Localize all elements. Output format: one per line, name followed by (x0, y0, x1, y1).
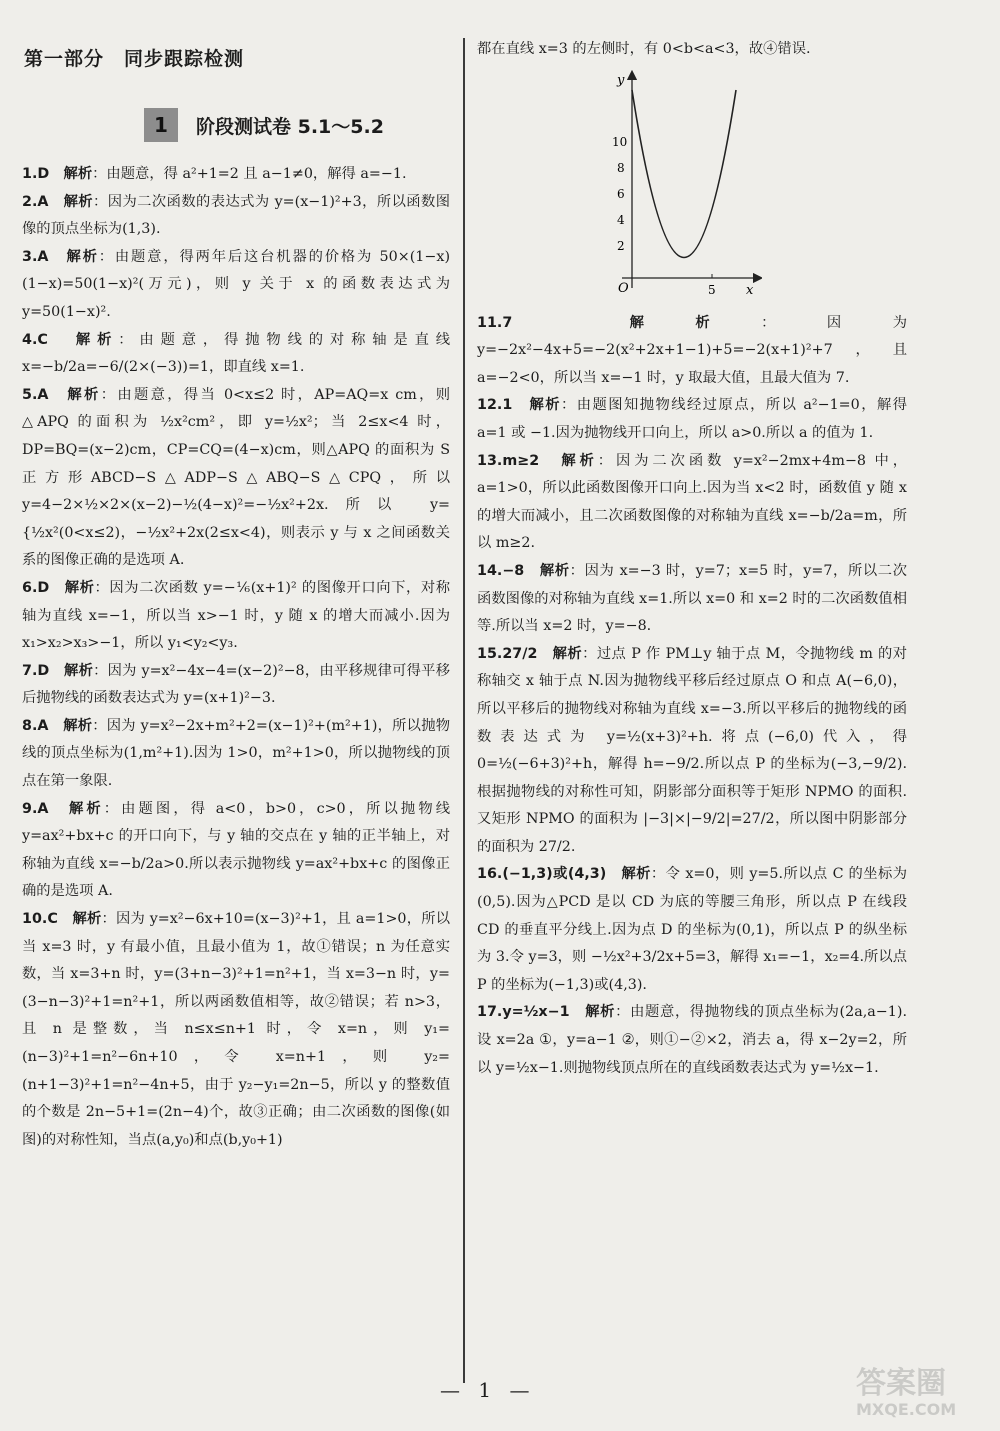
answer-item (477, 310, 907, 393)
answer-number: 5.A (22, 386, 49, 403)
answer-item (477, 448, 907, 558)
analysis-keyword: 解析 (67, 386, 101, 403)
answer-text: ：由题意，得两年后这台机器的价格为 50×(1−x)(1−x)=50(1−x)²(万元)，则 y 关于 x 的函数表达式为 y=50(1−x)². (22, 248, 451, 320)
y-tick-4: 4 (617, 212, 625, 227)
right-column (477, 36, 907, 1082)
parabola-curve (632, 90, 736, 258)
answer-item (22, 244, 450, 327)
answer-number: 7.D (22, 662, 50, 679)
answer-number: 9.A (22, 800, 49, 817)
answer-text: ：由题意，得抛物线的对称轴是直线 x=−b/2a=−6/(2×(−3))=1，即直线 x=1. (22, 331, 451, 376)
answer-number: 3.A (22, 248, 49, 265)
answer-number: 6.D (22, 579, 50, 596)
answer-item (477, 999, 907, 1082)
analysis-keyword: 解析 (64, 662, 94, 679)
answer-text: ：由题意，得 a²+1=2 且 a−1≠0，解得 a=−1. (92, 166, 407, 182)
x-axis-label: x (746, 282, 754, 298)
answer-number: 16.(−1,3)或(4,3) (477, 866, 607, 883)
answer-item (22, 796, 450, 906)
y-tick-10: 10 (612, 134, 628, 149)
section-title: 第一部分 同步跟踪检测 (24, 48, 245, 70)
y-axis-label: y (617, 72, 625, 88)
unit-header (56, 107, 416, 143)
y-tick-6: 6 (617, 186, 625, 201)
left-answer-list (22, 161, 450, 1154)
answer-item (477, 558, 907, 641)
analysis-keyword: 解析 (621, 866, 651, 883)
answer-text: ：因为 y=x²−4x−4=(x−2)²−8，由平移规律可得平移后抛物线的函数表达式为 y=(x+1)²−3. (22, 662, 451, 707)
analysis-keyword: 解析 (63, 193, 94, 210)
answer-number: 11.7 (477, 314, 513, 331)
answer-item (22, 575, 450, 658)
page-number: — 1 — (440, 1378, 536, 1402)
unit-title: 阶段测试卷 5.1～5.2 (196, 115, 384, 138)
answer-number: 15.27/2 (477, 645, 538, 662)
answer-item (477, 861, 907, 999)
watermark-text: 答案圈 (856, 1366, 946, 1401)
answer-text: ：由题图，得 a<0，b>0，c>0，所以抛物线 y=ax²+bx+c 的开口向下，与 y 轴的交点在 y 轴的正半轴上，对称轴为直线 x=−b/2a>0.所以表示抛物线 y=ax²+bx+c 的图像正确的是选项 A. (22, 800, 451, 900)
answer-text: ：过点 P 作 PM⊥y 轴于点 M，令抛物线 m 的对称轴交 x 轴于点 N.因为抛物线平移后经过原点 O 和点 A(−6,0)，所以平移后的抛物线对称轴为直线 x=−3.所以平移后的抛物线的函数表达式为 y=½(x+3)²+h.将点(−6,0)代入，得 0=½(−6+3)²+h，解得 h=−9/2.所以点 P 的坐标为(−3,−9/2).根据抛物线的对称性可知，阴影部分面积等于矩形 NPMO 的面积.又矩形 NPMO 的面积为 |−3|×|−9/2|=27/2，所以图中阴影部分的面积为 27/2. (477, 645, 907, 855)
analysis-keyword: 解析 (63, 166, 93, 182)
analysis-keyword: 解析 (529, 397, 562, 414)
analysis-keyword: 解析 (75, 331, 119, 348)
analysis-keyword: 解析 (64, 579, 95, 596)
parabola-graph (612, 70, 762, 300)
column-divider (463, 38, 465, 1383)
answer-text: ：由题意，得抛物线的顶点坐标为(2a,a−1).设 x=2a ①，y=a−1 ②，则①−②×2，消去 a，得 x−2y=2，所以 y=½x−1.则抛物线顶点所在的直线函数表达式为 y=½x−1. (477, 1004, 907, 1076)
answer-item (477, 641, 907, 862)
answer-text: ：因为二次函数 y=−⅙(x+1)² 的图像开口向下，对称轴为直线 x=−1，所以当 x>−1 时，y 随 x 的增大而减小.因为 x₁>x₂>x₃>−1，所以 y₁<y₂<y₃. (22, 579, 451, 652)
answer-number: 13.m≥2 (477, 452, 540, 469)
answer-number: 2.A (22, 193, 49, 210)
answer-item (22, 161, 450, 189)
answer-text: ：令 x=0，则 y=5.所以点 C 的坐标为(0,5).因为△PCD 是以 CD 为底的等腰三角形，所以点 P 在线段 CD 的垂直平分线上.因为点 D 的坐标为(0,1)，所以点 P 的纵坐标为 3.令 y=3，则 −½x²+3/2x+5=3，解得 x₁=−1，x₂=4.所以点 P 的坐标为(−1,3)或(4,3). (477, 866, 908, 993)
watermark-logo (848, 1361, 988, 1421)
answer-item (22, 713, 450, 796)
analysis-keyword: 解析 (66, 248, 99, 265)
answer-number: 12.1 (477, 397, 513, 414)
answer-number: 4.C (22, 331, 48, 348)
analysis-keyword: 解析 (63, 717, 93, 734)
answer-number: 1.D (22, 166, 50, 182)
answer-number: 8.A (22, 717, 49, 734)
answer-item (22, 327, 450, 382)
analysis-keyword: 解析 (539, 562, 570, 579)
answer-text: ：因为 y=x²−2x+m²+2=(x−1)²+(m²+1)，所以抛物线的顶点坐标为(1,m²+1).因为 1>0，m²+1>0，所以抛物线的顶点在第一象限. (22, 717, 451, 790)
answer-item (22, 382, 450, 575)
answer-item (477, 392, 907, 447)
answer-item (22, 658, 450, 713)
watermark-url: MXQE.COM (856, 1400, 957, 1419)
answer-text: ：由题图知抛物线经过原点，所以 a²−1=0，解得 a=1 或 −1.因为抛物线开口向上，所以 a>0.所以 a 的值为 1. (477, 397, 908, 441)
origin-label: O (618, 280, 629, 296)
unit-number-badge: 1 (144, 108, 178, 142)
left-column (22, 36, 450, 1154)
answer-text: ：因为二次函数 y=x²−2mx+4m−8 中，a=1>0，所以此函数图像开口向上.因为当 x<2 时，函数值 y 随 x 的增大而减小，且二次函数图像的对称轴为直线 x=−b/2a=m，所以 m≥2. (477, 452, 908, 552)
answer-number: 14.−8 (477, 562, 525, 579)
answer-text: ：因为 x=−3 时，y=7；x=5 时，y=7，所以二次函数图像的对称轴为直线 x=1.所以 x=0 和 x=2 时的二次函数值相等.所以当 x=2 时，y=−8. (477, 562, 908, 635)
answer-text: ：因为 y=−2x²−4x+5=−2(x²+2x+1−1)+5=−2(x+1)²+7，且 a=−2<0，所以当 x=−1 时，y 取最大值，且最大值为 7. (477, 314, 908, 386)
analysis-keyword: 解析 (68, 800, 104, 817)
answer-number: 17.y=½x−1 (477, 1004, 570, 1021)
answer-text: ：因为 y=x²−6x+10=(x−3)²+1，且 a=1>0，所以当 x=3 时，y 有最小值，且最小值为 1，故①错误；n 为任意实数，当 x=3+n 时，y=(3+n−3)²+1=n²+1，当 x=3−n 时，y=(3−n−3)²+1=n²+1，所以两函数值相等，故②错误；若 n>3，且 n 是整数，当 n≤x≤n+1 时，令 x=n，则 y₁=(n−3)²+1=n²−6n+10，令 x=n+1，则 y₂=(n+1−3)²+1=n²−4n+5，由于 y₂−y₁=2n−5，所以 y 的整数值的个数是 2n−5+1=(2n−4)个，故③正确；由二次函数的图像(如图)的对称性知，当点(a,y₀)和点(b,y₀+1) (22, 911, 450, 1148)
analysis-keyword: 解析 (552, 645, 583, 662)
y-tick-2: 2 (617, 238, 625, 253)
right-answer-list (477, 310, 907, 1083)
analysis-keyword: 解析 (561, 452, 598, 469)
analysis-keyword: 解析 (629, 314, 762, 331)
answer-text: ：由题意，得当 0<x≤2 时，AP=AQ=x cm，则△APQ 的面积为 ½x²cm²，即 y=½x²；当 2≤x<4 时，DP=BQ=(x−2)cm，CP=CQ=(4−x)cm，则△APQ 的面积为 S正方形ABCD−S△ADP−S△ABQ−S△CPQ，所以 y=4−2×½×2×(x−2)−½(4−x)²=−½x²+2x.所以 y={½x²(0<x≤2)，−½x²+2x(2≤x<4)，则表示 y 与 x 之间函数关系的图像正确的是选项 A. (22, 386, 451, 569)
continued-answer: 都在直线 x=3 的左侧时，有 0<b<a<3，故④错误. (477, 41, 811, 57)
y-tick-8: 8 (617, 160, 625, 175)
answer-number: 10.C (22, 911, 58, 928)
answer-text: ：因为二次函数的表达式为 y=(x−1)²+3，所以函数图像的顶点坐标为(1,3). (22, 193, 451, 238)
analysis-keyword: 解析 (72, 911, 102, 928)
answer-item (22, 189, 450, 244)
x-tick-5: 5 (708, 282, 716, 297)
answer-item (22, 906, 450, 1154)
analysis-keyword: 解析 (585, 1004, 616, 1021)
